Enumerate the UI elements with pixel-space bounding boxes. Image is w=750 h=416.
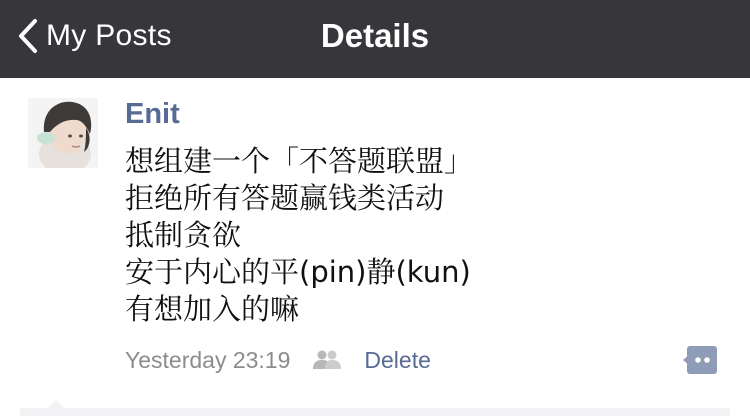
post-line: 抵制贪欲 bbox=[125, 218, 242, 252]
post-content bbox=[125, 143, 725, 328]
back-label: My Posts bbox=[46, 19, 172, 52]
comment-area bbox=[20, 408, 730, 416]
timestamp: Yesterday 23:19 bbox=[125, 346, 291, 373]
comment-area-caret bbox=[48, 400, 64, 408]
page-title: Details bbox=[320, 17, 430, 54]
post-meta bbox=[125, 344, 431, 376]
comment-icon[interactable] bbox=[683, 346, 717, 374]
navigation-bar bbox=[0, 0, 750, 78]
friends-icon bbox=[312, 349, 342, 371]
post-line: 有想加入的嘛 bbox=[125, 292, 300, 326]
delete-button[interactable]: Delete bbox=[364, 346, 431, 373]
author-name[interactable]: Enit bbox=[125, 98, 180, 130]
post-line: 想组建一个「不答题联盟」 bbox=[125, 144, 474, 178]
avatar[interactable] bbox=[28, 98, 98, 168]
post-line: 安于内心的平(pin)静(kun) bbox=[125, 255, 471, 289]
post-line: 拒绝所有答题赢钱类活动 bbox=[125, 181, 445, 215]
